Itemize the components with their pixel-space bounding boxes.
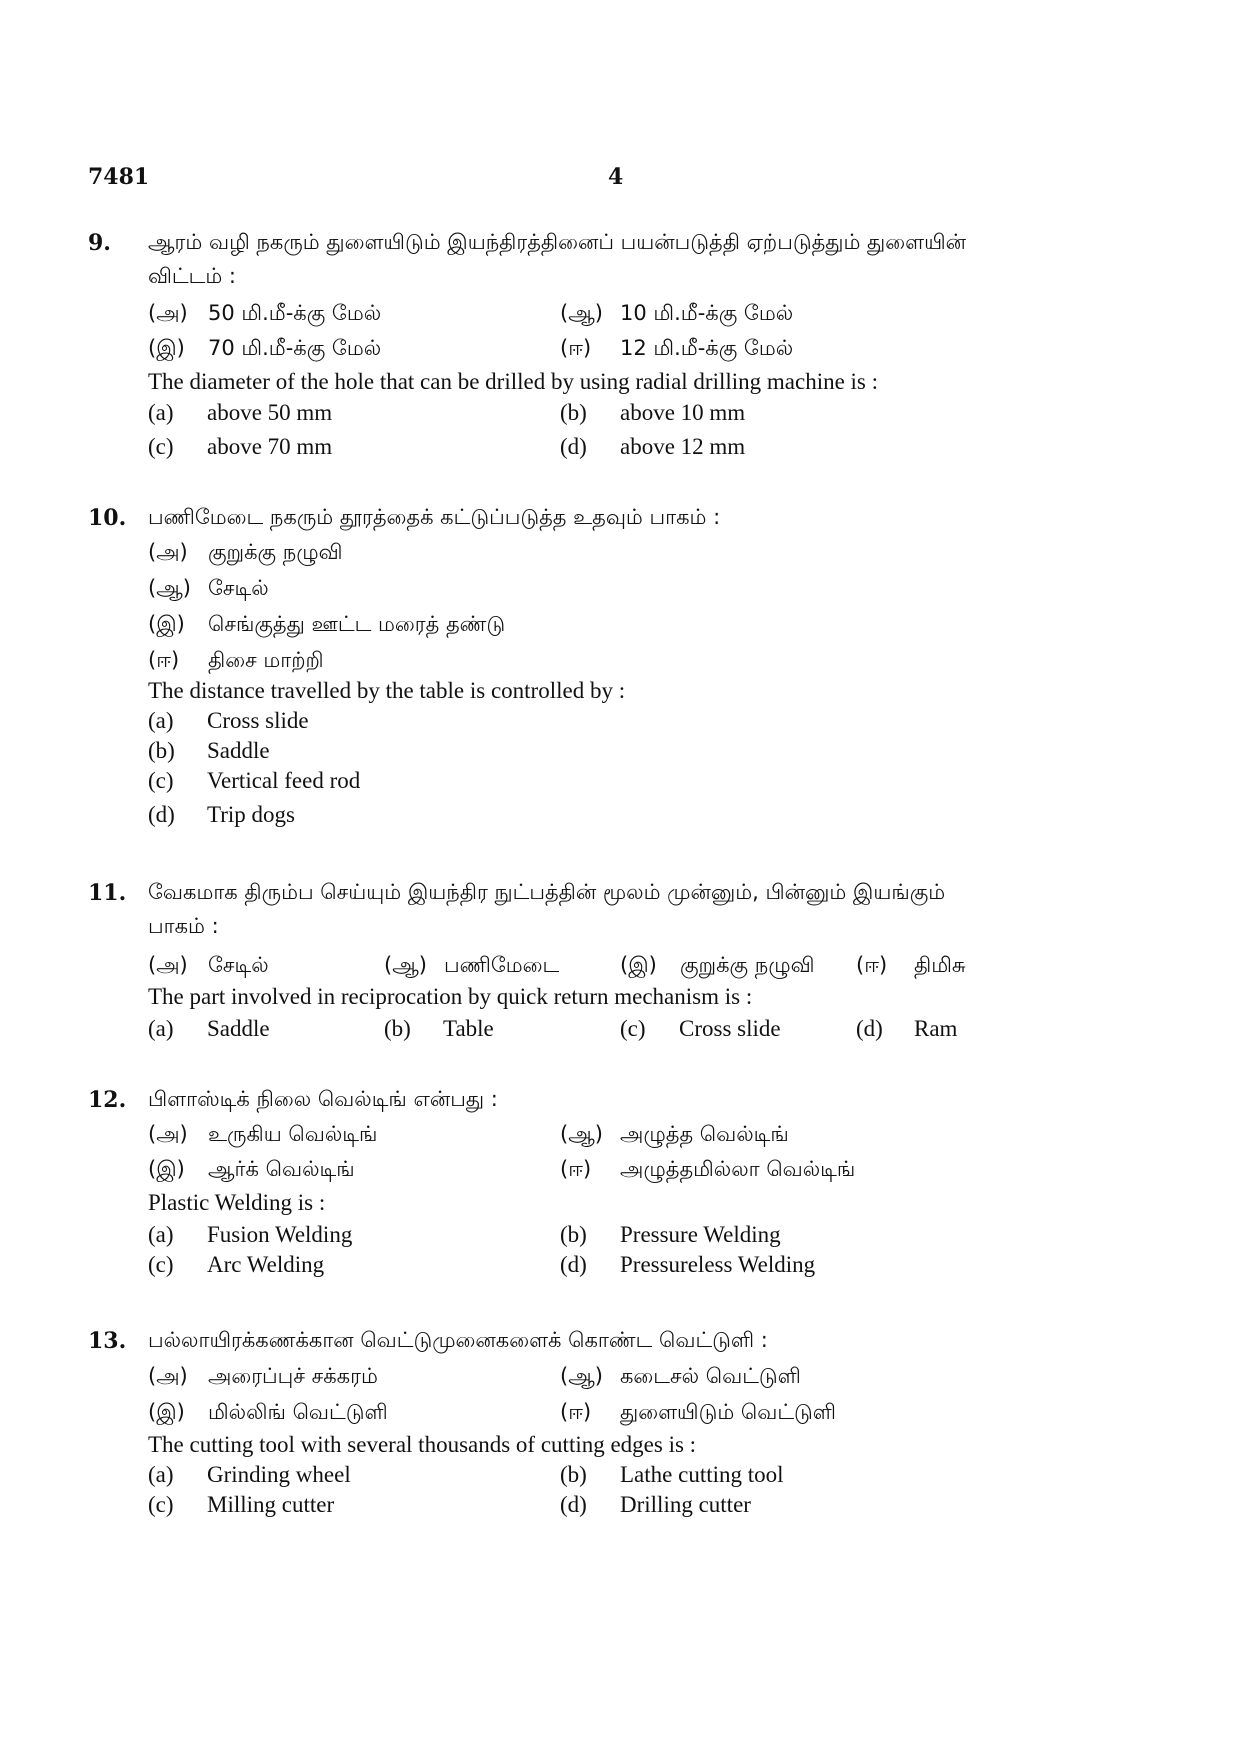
english-option-text: Grinding wheel bbox=[207, 1462, 351, 1487]
english-stem: The distance travelled by the table is controlled by : bbox=[148, 678, 626, 703]
english-option-label: (c) bbox=[620, 1016, 646, 1041]
tamil-option-text: திசை மாற்றி bbox=[208, 648, 324, 672]
tamil-option-label: (ஆ) bbox=[148, 576, 191, 600]
english-option-text: Drilling cutter bbox=[620, 1492, 751, 1517]
tamil-stem: பல்லாயிரக்கணக்கான வெட்டுமுனைகளைக் கொண்ட வெட்டுளி : bbox=[148, 1328, 768, 1352]
tamil-option-text: 10 மி.மீ-க்கு மேல் bbox=[620, 301, 794, 325]
question-number: 11. bbox=[88, 880, 127, 906]
english-option-label: (a) bbox=[148, 1462, 174, 1487]
tamil-option-text: துளையிடும் வெட்டுளி bbox=[620, 1400, 837, 1424]
tamil-option-label: (ஆ) bbox=[384, 953, 427, 977]
english-option-text: Table bbox=[443, 1016, 494, 1041]
english-option-label: (d) bbox=[560, 1252, 587, 1277]
tamil-option-text: சேடில் bbox=[208, 953, 269, 977]
question-number: 9. bbox=[88, 230, 111, 256]
english-option-text: Fusion Welding bbox=[207, 1222, 353, 1247]
english-option-label: (d) bbox=[148, 802, 175, 827]
tamil-option-text: சேடில் bbox=[208, 576, 269, 600]
english-option-label: (c) bbox=[148, 1492, 174, 1517]
tamil-option-text: 12 மி.மீ-க்கு மேல் bbox=[620, 336, 794, 360]
question-number: 10. bbox=[88, 505, 127, 531]
english-option-label: (c) bbox=[148, 768, 174, 793]
english-option-text: Saddle bbox=[207, 1016, 270, 1041]
question-number: 12. bbox=[88, 1087, 127, 1113]
english-option-label: (a) bbox=[148, 708, 174, 733]
tamil-option-text: உருகிய வெல்டிங் bbox=[208, 1122, 378, 1146]
tamil-option-text: 50 மி.மீ-க்கு மேல் bbox=[208, 301, 382, 325]
tamil-option-label: (ஈ) bbox=[856, 953, 888, 977]
page-number: 4 bbox=[608, 164, 624, 190]
english-option-label: (a) bbox=[148, 400, 174, 425]
tamil-option-text: பணிமேடை bbox=[444, 953, 560, 977]
english-option-text: Arc Welding bbox=[207, 1252, 325, 1277]
english-option-label: (a) bbox=[148, 1222, 174, 1247]
tamil-option-label: (அ) bbox=[148, 540, 188, 564]
english-option-label: (b) bbox=[148, 738, 175, 763]
tamil-stem-continued: பாகம் : bbox=[148, 914, 219, 938]
english-stem: The diameter of the hole that can be drilled by using radial drilling machine is : bbox=[148, 369, 879, 394]
english-option-text: Vertical feed rod bbox=[207, 768, 361, 793]
english-option-text: Saddle bbox=[207, 738, 270, 763]
tamil-option-text: மில்லிங் வெட்டுளி bbox=[208, 1400, 388, 1424]
tamil-option-label: (ஈ) bbox=[560, 336, 592, 360]
english-option-label: (c) bbox=[148, 434, 174, 459]
english-option-text: Ram bbox=[914, 1016, 958, 1041]
tamil-option-text: 70 மி.மீ-க்கு மேல் bbox=[208, 336, 382, 360]
english-option-text: Cross slide bbox=[679, 1016, 781, 1041]
tamil-option-label: (அ) bbox=[148, 1364, 188, 1388]
english-option-text: Lathe cutting tool bbox=[620, 1462, 784, 1487]
tamil-stem-continued: விட்டம் : bbox=[148, 264, 236, 288]
tamil-stem: பிளாஸ்டிக் நிலை வெல்டிங் என்பது : bbox=[148, 1087, 498, 1111]
tamil-option-label: (ஈ) bbox=[560, 1400, 592, 1424]
english-option-text: above 12 mm bbox=[620, 434, 746, 459]
english-option-text: Trip dogs bbox=[207, 802, 295, 827]
tamil-option-label: (இ) bbox=[148, 612, 185, 636]
english-option-label: (d) bbox=[856, 1016, 883, 1041]
tamil-stem: வேகமாக திரும்ப செய்யும் இயந்திர நுட்பத்தின் மூலம் முன்னும், பின்னும் இயங்கும் bbox=[148, 880, 946, 904]
tamil-option-label: (ஈ) bbox=[148, 648, 180, 672]
english-option-label: (b) bbox=[560, 400, 587, 425]
english-option-label: (d) bbox=[560, 434, 587, 459]
tamil-option-label: (ஆ) bbox=[560, 1364, 603, 1388]
english-stem: Plastic Welding is : bbox=[148, 1190, 326, 1215]
tamil-stem: ஆரம் வழி நகரும் துளையிடும் இயந்திரத்தினைப் பயன்படுத்தி ஏற்படுத்தும் துளையின் bbox=[148, 230, 967, 254]
english-option-label: (d) bbox=[560, 1492, 587, 1517]
tamil-option-label: (அ) bbox=[148, 1122, 188, 1146]
paper-code: 7481 bbox=[88, 164, 150, 190]
tamil-option-text: குறுக்கு நழுவி bbox=[680, 953, 815, 977]
english-option-label: (b) bbox=[384, 1016, 411, 1041]
tamil-option-label: (இ) bbox=[148, 1157, 185, 1181]
tamil-option-label: (அ) bbox=[148, 953, 188, 977]
tamil-option-text: செங்குத்து ஊட்ட மரைத் தண்டு bbox=[208, 612, 506, 636]
tamil-option-label: (இ) bbox=[148, 336, 185, 360]
tamil-option-text: அழுத்தமில்லா வெல்டிங் bbox=[620, 1157, 856, 1181]
english-option-label: (c) bbox=[148, 1252, 174, 1277]
tamil-option-label: (இ) bbox=[620, 953, 657, 977]
tamil-option-label: (இ) bbox=[148, 1400, 185, 1424]
english-option-label: (b) bbox=[560, 1222, 587, 1247]
english-stem: The part involved in reciprocation by quick return mechanism is : bbox=[148, 984, 753, 1009]
english-option-text: Cross slide bbox=[207, 708, 309, 733]
tamil-option-text: ஆர்க் வெல்டிங் bbox=[208, 1157, 355, 1181]
english-option-text: Pressureless Welding bbox=[620, 1252, 816, 1277]
english-option-text: above 10 mm bbox=[620, 400, 746, 425]
tamil-option-text: குறுக்கு நழுவி bbox=[208, 540, 343, 564]
tamil-option-text: திமிசு bbox=[914, 953, 966, 977]
tamil-option-label: (அ) bbox=[148, 301, 188, 325]
tamil-option-label: (ஆ) bbox=[560, 301, 603, 325]
tamil-option-text: கடைசல் வெட்டுளி bbox=[620, 1364, 801, 1388]
tamil-option-text: அரைப்புச் சக்கரம் bbox=[208, 1364, 378, 1388]
tamil-option-label: (ஈ) bbox=[560, 1157, 592, 1181]
tamil-option-text: அழுத்த வெல்டிங் bbox=[620, 1122, 789, 1146]
tamil-stem: பணிமேடை நகரும் தூரத்தைக் கட்டுப்படுத்த உதவும் பாகம் : bbox=[148, 505, 721, 529]
tamil-option-label: (ஆ) bbox=[560, 1122, 603, 1146]
english-option-text: above 50 mm bbox=[207, 400, 333, 425]
english-option-text: above 70 mm bbox=[207, 434, 333, 459]
english-option-label: (a) bbox=[148, 1016, 174, 1041]
english-option-text: Pressure Welding bbox=[620, 1222, 781, 1247]
question-number: 13. bbox=[88, 1328, 127, 1354]
english-stem: The cutting tool with several thousands of cutting edges is : bbox=[148, 1432, 697, 1457]
english-option-label: (b) bbox=[560, 1462, 587, 1487]
english-option-text: Milling cutter bbox=[207, 1492, 335, 1517]
